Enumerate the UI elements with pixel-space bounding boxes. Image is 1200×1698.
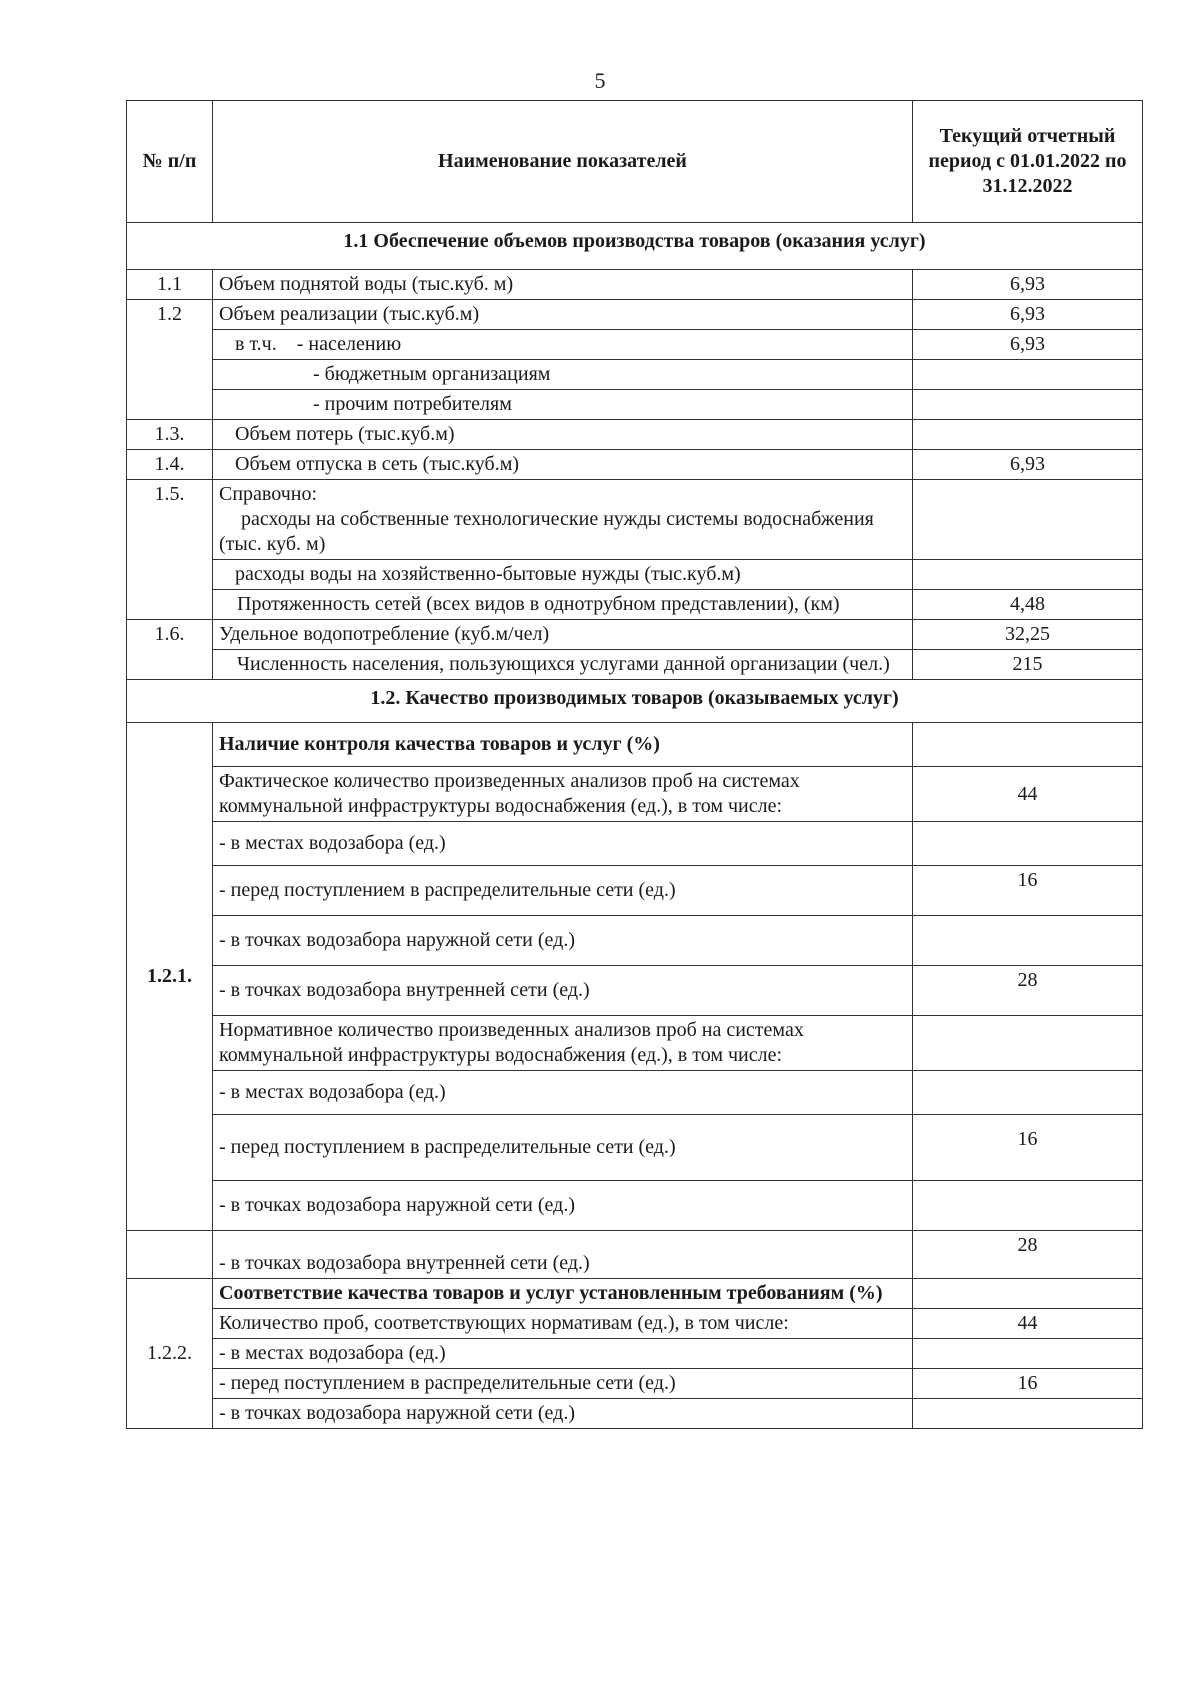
table-row — [127, 450, 1143, 480]
row-name: - в точках водозабора наружной сети (ед.) — [213, 916, 913, 966]
row-value — [913, 1339, 1143, 1369]
row-number — [127, 1231, 213, 1279]
table-row — [127, 480, 1143, 560]
row-name: Объем реализации (тыс.куб.м) — [213, 300, 913, 330]
row-value — [913, 360, 1143, 390]
row-number: 1.5. — [127, 480, 213, 620]
row-value: 6,93 — [913, 450, 1143, 480]
table-row — [127, 1369, 1143, 1399]
table-row — [127, 650, 1143, 680]
table-row — [127, 822, 1143, 866]
table-row — [127, 390, 1143, 420]
table-row — [127, 560, 1143, 590]
row-name: - бюджетным организациям — [213, 360, 913, 390]
table-row — [127, 1115, 1143, 1181]
page-number: 5 — [594, 68, 606, 93]
table-row — [127, 1279, 1143, 1309]
row-value: 6,93 — [913, 330, 1143, 360]
row-value — [913, 1181, 1143, 1231]
table-row — [127, 300, 1143, 330]
row-name: Соответствие качества товаров и услуг установленным требованиям (%) — [213, 1279, 913, 1309]
table-row — [127, 420, 1143, 450]
row-value: 16 — [913, 1369, 1143, 1399]
row-value: 28 — [913, 966, 1143, 1016]
row-name: Фактическое количество произведенных анализов проб на системах коммунальной инфраструктуры водоснабжения (ед.), в том числе: — [213, 767, 913, 822]
row-value: 44 — [913, 767, 1143, 822]
table-row — [127, 1339, 1143, 1369]
row-name: в т.ч. - населению — [213, 330, 913, 360]
row-name: Численность населения, пользующихся услугами данной организации (чел.) — [213, 650, 913, 680]
row-name: Количество проб, соответствующих нормативам (ед.), в том числе: — [213, 1309, 913, 1339]
row-number: 1.3. — [127, 420, 213, 450]
row-value — [913, 480, 1143, 560]
row-value: 6,93 — [913, 270, 1143, 300]
row-number: 1.6. — [127, 620, 213, 680]
row-number: 1.1 — [127, 270, 213, 300]
row-value — [913, 390, 1143, 420]
row-value: 28 — [913, 1231, 1143, 1279]
row-value — [913, 1016, 1143, 1071]
row-value — [913, 560, 1143, 590]
row-name: Наличие контроля качества товаров и услуг (%) — [213, 723, 913, 767]
table-row — [127, 767, 1143, 822]
row-value: 16 — [913, 1115, 1143, 1181]
row-name: - в точках водозабора внутренней сети (ед.) — [213, 1231, 913, 1279]
row-name: - в точках водозабора наружной сети (ед.) — [213, 1399, 913, 1429]
row-name: - перед поступлением в распределительные сети (ед.) — [213, 866, 913, 916]
row-value — [913, 723, 1143, 767]
table-row — [127, 590, 1143, 620]
indicators-table — [126, 100, 1143, 1429]
header-number: № п/п — [127, 101, 213, 223]
row-value — [913, 916, 1143, 966]
row-name-detail: расходы на собственные технологические нужды системы водоснабжения (тыс. куб. м) — [219, 508, 874, 555]
row-number: 1.2.1. — [127, 723, 213, 1231]
row-value — [913, 1399, 1143, 1429]
table-row — [127, 270, 1143, 300]
row-value: 44 — [913, 1309, 1143, 1339]
row-name — [213, 480, 913, 560]
row-name: Нормативное количество произведенных анализов проб на системах коммунальной инфраструктуры водоснабжения (ед.), в том числе: — [213, 1016, 913, 1071]
section-row — [127, 223, 1143, 270]
table-row — [127, 966, 1143, 1016]
row-name: Объем поднятой воды (тыс.куб. м) — [213, 270, 913, 300]
row-name: Объем отпуска в сеть (тыс.куб.м) — [213, 450, 913, 480]
row-value — [913, 420, 1143, 450]
row-value — [913, 822, 1143, 866]
table-row — [127, 1181, 1143, 1231]
row-value: 4,48 — [913, 590, 1143, 620]
table-row — [127, 1399, 1143, 1429]
row-name: - в местах водозабора (ед.) — [213, 1071, 913, 1115]
section-title-1-2: 1.2. Качество производимых товаров (оказываемых услуг) — [127, 680, 1143, 723]
table-row — [127, 330, 1143, 360]
row-name: - в точках водозабора внутренней сети (ед.) — [213, 966, 913, 1016]
row-name: - прочим потребителям — [213, 390, 913, 420]
row-name: Протяженность сетей (всех видов в однотрубном представлении), (км) — [213, 590, 913, 620]
row-name: расходы воды на хозяйственно-бытовые нужды (тыс.куб.м) — [213, 560, 913, 590]
row-value — [913, 1071, 1143, 1115]
row-name: - в местах водозабора (ед.) — [213, 822, 913, 866]
row-value — [913, 1279, 1143, 1309]
row-value: 215 — [913, 650, 1143, 680]
table-row — [127, 1016, 1143, 1071]
table-row — [127, 1309, 1143, 1339]
table-row — [127, 360, 1143, 390]
table-row — [127, 723, 1143, 767]
section-title-1-1: 1.1 Обеспечение объемов производства товаров (оказания услуг) — [127, 223, 1143, 270]
row-name: - в местах водозабора (ед.) — [213, 1339, 913, 1369]
row-value: 6,93 — [913, 300, 1143, 330]
row-value: 32,25 — [913, 620, 1143, 650]
row-name: Объем потерь (тыс.куб.м) — [213, 420, 913, 450]
row-value: 16 — [913, 866, 1143, 916]
row-name: Удельное водопотребление (куб.м/чел) — [213, 620, 913, 650]
row-name-heading: Справочно: — [219, 483, 318, 505]
table-row — [127, 1071, 1143, 1115]
table-row — [127, 866, 1143, 916]
header-period: Текущий отчетный период с 01.01.2022 по 31.12.2022 — [913, 101, 1143, 223]
table-row — [127, 620, 1143, 650]
row-number: 1.2.2. — [127, 1279, 213, 1429]
row-name: - перед поступлением в распределительные сети (ед.) — [213, 1369, 913, 1399]
row-name: - перед поступлением в распределительные сети (ед.) — [213, 1115, 913, 1181]
table-row — [127, 1231, 1143, 1279]
table-row — [127, 916, 1143, 966]
section-row — [127, 680, 1143, 723]
row-number: 1.4. — [127, 450, 213, 480]
row-name: - в точках водозабора наружной сети (ед.) — [213, 1181, 913, 1231]
header-name: Наименование показателей — [213, 101, 913, 223]
row-number: 1.2 — [127, 300, 213, 420]
table-header-row — [127, 101, 1143, 223]
